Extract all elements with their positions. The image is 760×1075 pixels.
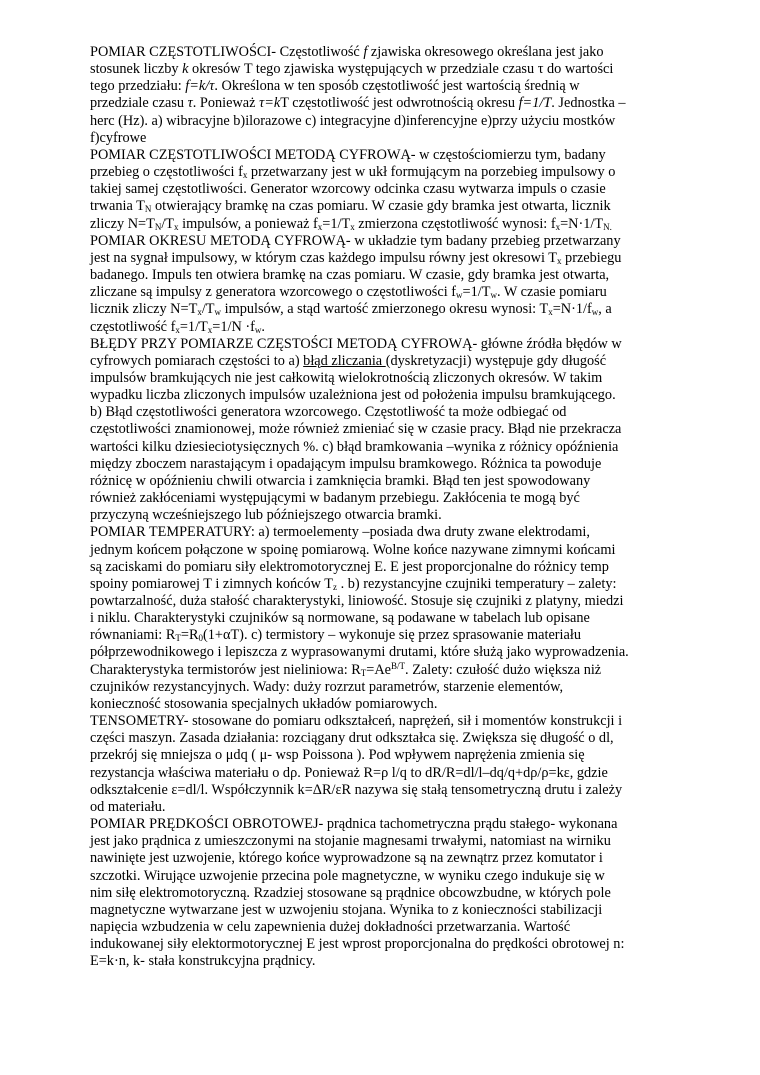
text-line: i niklu. Charakterystyki czujników są normowane, są podawane w tabelach lub opisane xyxy=(90,610,590,627)
text-line: herc (Hz). a) wibracyjne b)ilorazowe c) integracyjne d)inferencyjne e)przy użyciu mostków xyxy=(90,112,616,129)
text-line: zliczy $N=T_N/T_x$ impulsów, a ponieważ $f_x=1/T_x$ zmierzona częstotliwość wynosi: $f_x=N\cdot 1/T_{N.}$ xyxy=(90,215,612,232)
text-line: BŁĘDY PRZY POMIARZE CZĘSTOŚCI METODĄ CYFROWĄ- główne źródła błędów w xyxy=(90,335,622,352)
text-line: przekrój się mniejsza o μdq ( μ- wsp Poissona ). Pod wpływem naprężenia zmienia się xyxy=(90,747,585,764)
text-line: TENSOMETRY- stosowane do pomiaru odkształceń, naprężeń, sił i momentów konstrukcji i xyxy=(90,713,623,730)
text-line: trwania $T_N$ otwierający bramkę na czas pomiaru. W czasie gdy bramka jest otwarta, licznik xyxy=(90,198,611,215)
text-line: wartości kilku dziesieciotysięcznych %. c) błąd bramkowania –wynika z różnicy opóźnienia xyxy=(90,438,619,455)
text-line: nim siłę elektromotoryczną. Rzadziej stosowane są prądnice obcowzbudne, w których pole xyxy=(90,884,611,901)
text-line: jest jako prądnica z umieszczonymi na stojanie magnesami trwałymi, natomiast na wirniku xyxy=(90,833,611,850)
text-line: POMIAR OKRESU METODĄ CYFROWĄ- w układzie tym badany przebieg przetwarzany xyxy=(90,232,621,249)
text-line: konieczność stosowania specjalnych układów pomiarowych. xyxy=(90,695,438,712)
text-line: między zboczem narastającym i opadającym impulsu bramkowego. Różnica ta powoduje xyxy=(90,455,602,472)
text-line: spoiny pomiarowej T i zimnych końców $T_z$ . b) rezystancyjne czujniki temperatury – zalety: xyxy=(90,575,617,592)
text-line: licznik zliczy $N=T_x/T_w$ impulsów, a stąd wartość zmierzonego okresu wynosi: $T_x=N\cdot 1/f_w$, a xyxy=(90,301,612,318)
text-line: stosunek liczby k okresów T tego zjawiska występujących w przedziale czasu τ do wartości xyxy=(90,61,614,78)
text-line: również zakłóceniami występującymi w badanym przebiegu. Zakłócenia te mogą być xyxy=(90,490,580,507)
text-line: impulsów bramkujących nie jest całkowitą wielokrotnością zliczonych okresów. W takim xyxy=(90,369,603,386)
text-line: takiej samej częstotliwości. Generator wzorcowy odcinka czasu wytwarza impuls o czasie xyxy=(90,181,606,198)
text-line: nawinięte jest uzwojenie, którego końce wyprowadzone są na zewnątrz przez komutator i xyxy=(90,850,603,867)
document-page xyxy=(90,44,676,970)
text-line: wypadku liczba zliczonych impulsów uzależniona jest od położenia impulsu bramkującego. xyxy=(90,387,616,404)
text-line: szczotki. Wirujące uzwojenie przecina pole magnetyczne, w wyniku czego indukuje się w xyxy=(90,867,605,884)
text-line: b) Błąd częstotliwości generatora wzorcowego. Częstotliwość ta może odbiegać od xyxy=(90,404,567,421)
text-line: odkształcenie ε=dl/l. Współczynnik k=ΔR/εR nazywa się stałą tensometryczną drutu i zależy xyxy=(90,781,623,798)
text-line: przedziale czasu τ. Ponieważ τ=kT częstotliwość jest odwrotnością okresu f=1/T. Jednostka – xyxy=(90,95,626,112)
text-line: zliczane są impulsy z generatora wzorcowego o częstotliwości $f_w=1/T_w$. W czasie pomiaru xyxy=(90,284,607,301)
text-line: cyfrowych pomiarach częstości to a) błąd zliczania (dyskretyzacji) występuje gdy długość xyxy=(90,352,607,369)
text-line: napięcia wzbudzenia w celu zapewnienia dużej dokładności przetwarzania. Wartość xyxy=(90,918,571,935)
text-line: jest na sygnał impulsowy, w którym czas każdego impulsu równy jest okresowi $T_x$ przebiegu xyxy=(90,249,622,266)
text-line: przebieg o częstotliwości $f_x$ przetwarzany jest w ukł formującym na porzebieg impulsowy o xyxy=(90,164,616,181)
text-line: jednym końcem połączone w spoinę pomiarową. Wolne końce nazywane zimnymi końcami xyxy=(90,541,616,558)
text-line: różnicę w opóźnieniu chwili otwarcia i zamknięcia bramki. Błąd ten jest spowodowany xyxy=(90,472,591,489)
text-line: badanego. Impuls ten otwiera bramkę na czas pomiaru. W czasie, gdy bramka jest otwarta, xyxy=(90,267,610,284)
text-line: rezystancja właściwa materiału o dρ. Ponieważ R=ρ l/q to dR/R=dl/l–dq/q+dρ/ρ=kε, gdzie xyxy=(90,764,608,781)
text-line: od materiału. xyxy=(90,798,166,815)
text-line: przyczyną wcześniejszego lub późniejszego otwarcia bramki. xyxy=(90,507,442,524)
text-line: częstotliwość $f_x=1/T_x=1/N \cdot f_w$. xyxy=(90,318,265,335)
text-line: czujników rezystancyjnych. Wady: duży rozrzut parametrów, starzenie elementów, xyxy=(90,678,564,695)
text-line: równaniami: $R_T=R_0(1+\alpha T)$. c) termistory – wykonuje się przez sprasowanie materiału xyxy=(90,627,581,644)
text-line: E=k·n, k- stała konstrukcyjna prądnicy. xyxy=(90,953,316,970)
text-line: indukowanej siły elektormotorycznej E jest wprost proporcjonalna do prędkości obrotowej n: xyxy=(90,936,625,953)
text-line: tego przedziału: f=k/τ. Określona w ten sposób częstotliwość jest wartością średnią w xyxy=(90,78,580,95)
text-line: półprzewodnikowego i lepiszcza z wyprasowanymi drutami, które służą jako wyprowadzenia. xyxy=(90,644,629,661)
text-line: f)cyfrowe xyxy=(90,129,147,146)
text-line: POMIAR TEMPERATURY: a) termoelementy –posiada dwa druty zwane elektrodami, xyxy=(90,524,590,541)
text-line: części maszyn. Zasada działania: rozciągany drut odkształca się. Zwiększa się długość o dl, xyxy=(90,730,614,747)
text-line: POMIAR PRĘDKOŚCI OBROTOWEJ- prądnica tachometryczna prądu stałego- wykonana xyxy=(90,816,618,833)
text-line: powtarzalność, duża stałość charakterystyki, liniowość. Stosuje się czujniki z platyny, miedzi xyxy=(90,593,624,609)
text-line: POMIAR CZĘSTOTLIWOŚCI METODĄ CYFROWĄ- w częstościomierzu tym, badany xyxy=(90,146,606,163)
text-line: Charakterystyka termistorów jest nieliniowa: $R_T=Ae^{B/T}$. Zalety: czułość dużo większa niż xyxy=(90,660,602,678)
text-line: POMIAR CZĘSTOTLIWOŚCI- Częstotliwość f zjawiska okresowego określana jest jako xyxy=(90,44,604,60)
text-line: magnetyczne wytwarzane jest w uzwojeniu stojana. Wynika to z konieczności stabilizacji xyxy=(90,901,603,918)
text-line: częstotliwości znamionowej, może również zmieniać się w czasie pracy. Błąd nie przekracza xyxy=(90,421,622,438)
text-line: są zaciskami do pomiaru siły elektromotorycznej E. E jest proporcjonalne do różnicy temp xyxy=(90,558,609,575)
